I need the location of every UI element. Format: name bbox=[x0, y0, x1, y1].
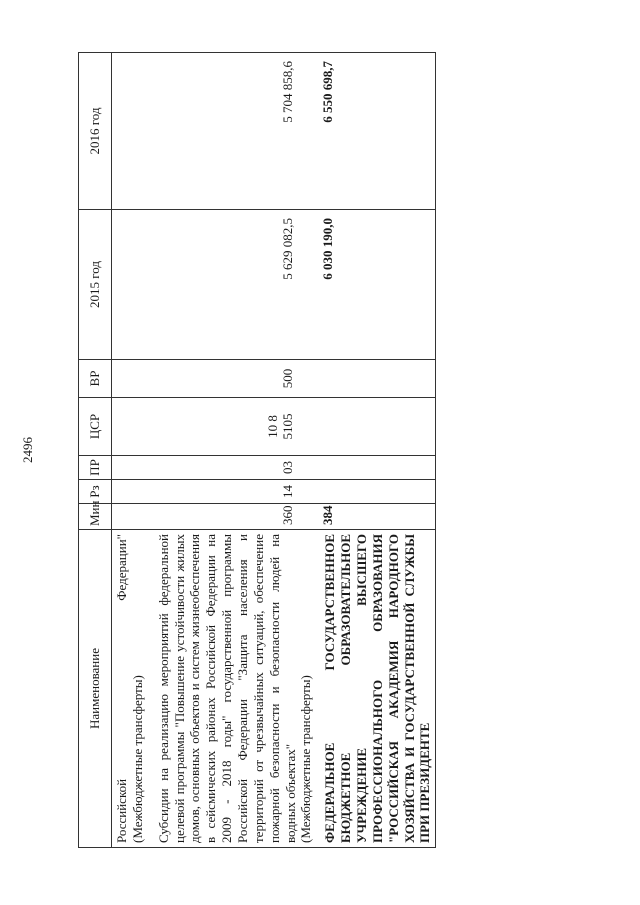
row-min: 360 bbox=[148, 504, 317, 530]
header-2016: 2016 год bbox=[79, 53, 112, 210]
row-pr bbox=[316, 456, 436, 480]
row-name-line: (Межбюджетные трансферты) bbox=[129, 675, 145, 843]
header-min: Мин bbox=[79, 504, 112, 530]
row-name-note: (Межбюджетные трансферты) bbox=[298, 675, 314, 843]
budget-table bbox=[78, 52, 436, 848]
row-2016: 6 550 698,7 bbox=[316, 53, 436, 210]
row-csr bbox=[112, 398, 148, 456]
row-rz bbox=[316, 480, 436, 504]
row-rz: 14 bbox=[148, 480, 317, 504]
row-2016 bbox=[112, 53, 148, 210]
row-2016: 5 704 858,6 bbox=[148, 53, 317, 210]
header-2015: 2015 год bbox=[79, 210, 112, 360]
page-number: 2496 bbox=[20, 437, 35, 463]
row-name: ФЕДЕРАЛЬНОЕ ГОСУДАРСТВЕННОЕ БЮДЖЕТНОЕ ОБРАЗОВАТЕЛЬНОЕ УЧРЕЖДЕНИЕ ВЫСШЕГО ПРОФЕССИОНАЛЬНОГО ОБРАЗОВАНИЯ "РОССИЙСКАЯ АКАДЕМИЯ НАРОДНОГО ХОЗЯЙСТВА И ГОСУДАРСТВЕННОЙ СЛУЖБЫ ПРИ ПРЕЗИДЕНТЕ bbox=[316, 530, 436, 848]
header-rz: Рз bbox=[79, 480, 112, 504]
header-vr: ВР bbox=[79, 360, 112, 398]
header-row bbox=[79, 53, 112, 848]
row-2015: 5 629 082,5 bbox=[148, 210, 317, 360]
table-row bbox=[316, 53, 436, 848]
row-pr: 03 bbox=[148, 456, 317, 480]
row-min bbox=[112, 504, 148, 530]
budget-table-rotated bbox=[78, 53, 608, 848]
row-pr bbox=[112, 456, 148, 480]
row-name bbox=[148, 530, 317, 848]
row-vr bbox=[112, 360, 148, 398]
header-csr: ЦСР bbox=[79, 398, 112, 456]
row-2015: 6 030 190,0 bbox=[316, 210, 436, 360]
row-vr: 500 bbox=[148, 360, 317, 398]
header-pr: ПР bbox=[79, 456, 112, 480]
table-row bbox=[112, 53, 148, 848]
row-name-text: Субсидии на реализацию мероприятий федеральной целевой программы "Повышение устойчивости жилых домов, основных объектов и систем жизнеобеспечения в сейсмических районах Российской Федерации на 2009 - 2018 годы" государственной программы Российской Федерации "Защита населения и территорий от чрезвычайных ситуаций, обеспечение пожарной безопасности и безопасности людей на водных объектах" bbox=[155, 534, 298, 843]
row-name bbox=[112, 530, 148, 848]
row-csr bbox=[316, 398, 436, 456]
row-name-line: Российской Федерации" bbox=[114, 534, 129, 843]
row-2015 bbox=[112, 210, 148, 360]
header-name: Наименование bbox=[79, 530, 112, 848]
row-min: 384 bbox=[316, 504, 436, 530]
row-vr bbox=[316, 360, 436, 398]
row-csr: 10 8 5105 bbox=[148, 398, 317, 456]
table-row bbox=[148, 53, 317, 848]
row-rz bbox=[112, 480, 148, 504]
